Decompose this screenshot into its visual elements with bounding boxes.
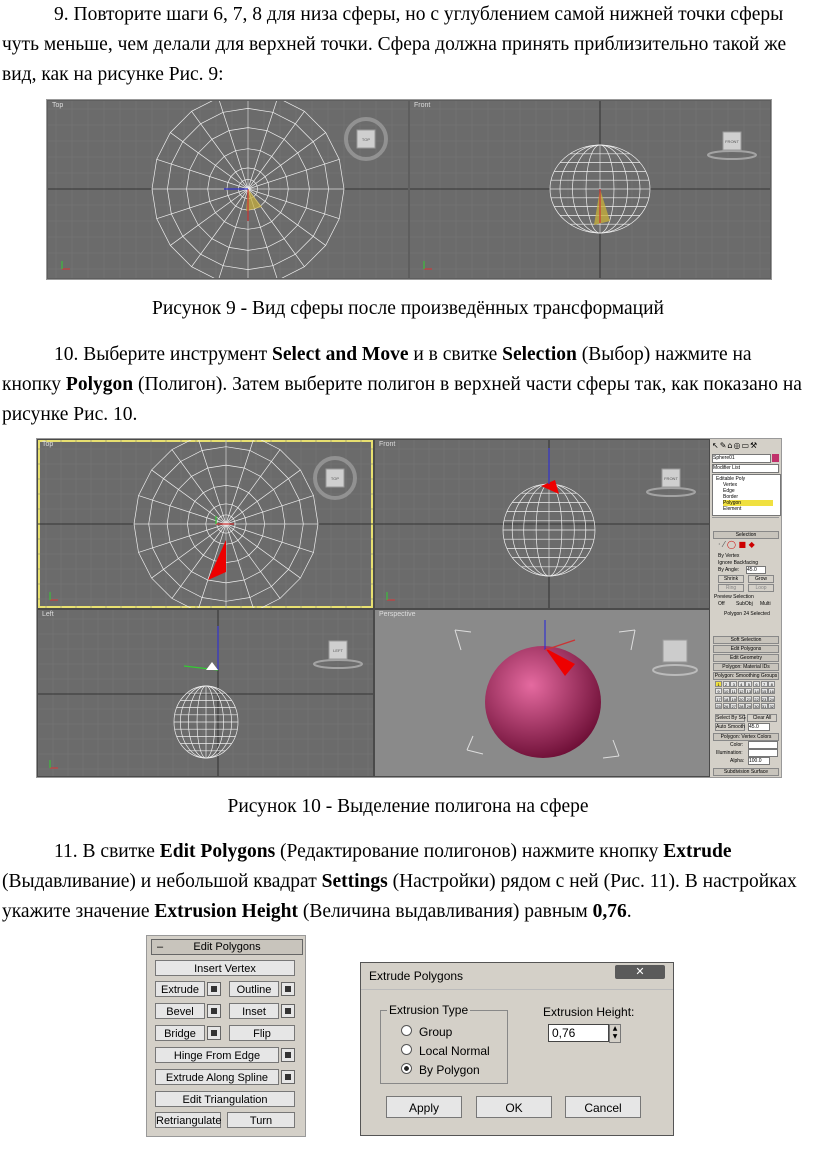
top-view-drawing — [38, 440, 373, 608]
viewport-label: Front — [379, 441, 396, 448]
bevel-settings-button[interactable] — [207, 1004, 221, 1018]
outline-button[interactable]: Outline — [229, 981, 279, 997]
smoothing-group-button[interactable]: 6 — [753, 681, 760, 687]
step11-text: (Редактирование полигонов) нажмите кнопку — [275, 841, 664, 862]
shrink-button[interactable]: Shrink — [718, 575, 744, 583]
step9-text: Повторите шаги 6, 7, 8 для низа сферы, но с углублением самой нижней точки сферы чуть меньше, чем делали для верхней точки. Сфера должна принять приблизительно такой же вид, как на рисунке Рис. 9: — [2, 4, 787, 85]
color-swatch[interactable] — [748, 741, 778, 749]
ignore-backfacing-checkbox[interactable]: Ignore Backfacing — [718, 560, 759, 566]
bridge-settings-button[interactable] — [207, 1026, 221, 1040]
step10-text: (Выбор) нажмите на кнопку — [2, 344, 752, 395]
selection-count: Polygon 24 Selected — [724, 611, 770, 617]
stack-item-selected[interactable]: Polygon — [723, 500, 773, 506]
step10-bold: Polygon — [65, 374, 134, 395]
modifier-stack — [712, 474, 781, 516]
smoothing-group-button[interactable]: 31 — [761, 704, 767, 710]
step9-number: 9. — [54, 4, 69, 25]
left-view-drawing — [38, 610, 373, 776]
object-color-swatch[interactable] — [772, 454, 779, 462]
smoothing-group-button[interactable]: 29 — [746, 704, 752, 710]
step10-text: Выберите инструмент — [83, 344, 273, 365]
smoothing-group-button[interactable]: 2 — [723, 681, 730, 687]
selection-rollout-header[interactable]: Selection — [713, 531, 779, 539]
svg-text:LEFT: LEFT — [333, 648, 343, 653]
step11-text: (Выдавливание) и небольшой квадрат — [2, 871, 322, 892]
viewport-label: Top — [42, 441, 54, 448]
step11-paragraph — [2, 837, 814, 927]
material-ids-rollout[interactable]: Polygon: Material IDs — [713, 663, 779, 671]
step11-bold: Extrude — [663, 841, 732, 862]
illumination-label: Illumination: — [716, 750, 743, 756]
radio-empty-icon — [401, 1044, 412, 1055]
extrusion-type-group — [380, 1003, 508, 1084]
hierarchy-icon[interactable]: ⌂ — [727, 441, 734, 450]
extrude-settings-button[interactable] — [207, 982, 221, 996]
figure10-caption: Рисунок 10 - Выделение полигона на сфере — [227, 796, 589, 817]
smoothing-group-button[interactable]: 4 — [738, 681, 745, 687]
smoothing-group-button[interactable]: 27 — [731, 704, 736, 710]
edit-polygons-header[interactable] — [151, 939, 303, 955]
subdivision-rollout[interactable]: Subdivision Surface — [713, 768, 779, 776]
spinner-up-icon[interactable]: ▲ — [612, 1025, 618, 1032]
extrusion-height-spinner[interactable] — [609, 1024, 621, 1043]
edit-polygons-rollout[interactable]: Edit Polygons — [713, 645, 779, 653]
smoothing-group-button[interactable]: 19 — [731, 696, 736, 702]
viewport-label: Top — [52, 102, 64, 109]
smoothing-group-button[interactable]: 25 — [716, 704, 721, 710]
radio-label: By Polygon — [419, 1063, 480, 1077]
step11-number: 11. — [54, 841, 78, 862]
smoothing-group-button[interactable]: 7 — [761, 681, 768, 687]
edge-mode-icon[interactable]: ⁄ — [723, 540, 725, 549]
step11-text: (Величина выдавливания) равным — [297, 901, 593, 922]
extrusion-height-label: Extrusion Height: — [543, 1005, 635, 1019]
smoothing-group-button[interactable]: 24 — [769, 696, 774, 702]
extrude-polygons-dialog — [360, 962, 674, 1136]
smoothing-group-button[interactable]: 11 — [731, 689, 736, 695]
preview-off-radio[interactable]: Off — [718, 601, 725, 607]
smoothing-group-button[interactable]: 15 — [761, 689, 767, 695]
stack-item[interactable]: Editable Poly — [716, 476, 746, 482]
preview-multi-radio[interactable]: Multi — [760, 601, 771, 607]
hinge-settings-button[interactable] — [281, 1048, 295, 1062]
smoothing-group-button[interactable]: 22 — [754, 696, 759, 702]
outline-settings-button[interactable] — [281, 982, 295, 996]
turn-button[interactable]: Turn — [227, 1112, 295, 1128]
step11-text: В свитке — [82, 841, 160, 862]
cursor-icon[interactable]: ↖ — [712, 441, 720, 450]
smoothing-group-button[interactable]: 14 — [754, 689, 759, 695]
illumination-swatch[interactable] — [748, 749, 778, 757]
object-name-field[interactable]: Sphere01 — [712, 454, 771, 463]
extrude-button[interactable]: Extrude — [155, 981, 205, 997]
by-polygon-radio[interactable] — [401, 1063, 480, 1077]
smoothing-group-button[interactable]: 30 — [754, 704, 759, 710]
apply-button[interactable]: Apply — [386, 1096, 462, 1118]
svg-text:TOP: TOP — [330, 476, 340, 481]
edit-triangulation-button[interactable]: Edit Triangulation — [155, 1091, 295, 1107]
local-normal-radio[interactable] — [401, 1044, 490, 1058]
dialog-title: Extrude Polygons — [369, 969, 464, 983]
figure9-top-viewport — [48, 101, 408, 278]
color-label: Color: — [730, 742, 744, 748]
alpha-label: Alpha: — [730, 758, 745, 764]
step11-bold: Edit Polygons — [159, 841, 276, 862]
stack-item[interactable]: Element — [723, 506, 742, 512]
command-panel — [710, 439, 781, 777]
motion-icon[interactable]: ◎ — [733, 441, 742, 450]
figure9-front-viewport — [410, 101, 770, 278]
insert-vertex-button[interactable]: Insert Vertex — [155, 960, 295, 976]
loop-button[interactable]: Loop — [748, 584, 774, 592]
alpha-value[interactable]: 100.0 — [748, 757, 770, 765]
perspective-view-drawing — [375, 610, 709, 776]
figure10-perspective-viewport — [375, 610, 709, 776]
smoothing-group-button[interactable]: 16 — [769, 689, 774, 695]
figure10-front-viewport — [375, 440, 709, 608]
smoothing-group-button[interactable]: 3 — [730, 681, 737, 687]
by-angle-checkbox[interactable]: By Angle: — [718, 567, 740, 573]
flip-button[interactable]: Flip — [229, 1025, 295, 1041]
step11-text: . — [626, 901, 632, 922]
modify-icon[interactable]: ✎ — [719, 441, 728, 450]
smoothing-group-button[interactable]: 8 — [768, 681, 775, 687]
stack-item[interactable]: Vertex — [723, 482, 738, 488]
step11-bold: 0,76 — [592, 901, 627, 922]
smoothing-group-button[interactable]: 28 — [739, 704, 744, 710]
edit-geometry-rollout[interactable]: Edit Geometry — [713, 654, 779, 662]
inset-settings-button[interactable] — [281, 1004, 295, 1018]
radio-empty-icon — [401, 1025, 412, 1036]
step10-number: 10. — [54, 344, 79, 365]
preview-selection-label: Preview Selection — [714, 594, 754, 600]
extrude-along-spline-button[interactable]: Extrude Along Spline — [155, 1069, 279, 1085]
step10-bold: Select and Move — [272, 344, 409, 365]
clear-all-button[interactable]: Clear All — [747, 714, 777, 722]
stack-item[interactable]: Border — [723, 494, 739, 500]
stack-item[interactable]: Edge — [723, 488, 735, 494]
collapse-icon[interactable]: – — [157, 941, 164, 953]
viewport-label: Left — [42, 611, 54, 618]
by-vertex-checkbox[interactable]: By Vertex — [718, 553, 740, 559]
top-view-sphere-drawing — [48, 101, 408, 278]
smoothing-group-button[interactable]: 26 — [723, 704, 729, 710]
soft-selection-rollout[interactable]: Soft Selection — [713, 636, 779, 644]
hinge-from-edge-button[interactable]: Hinge From Edge — [155, 1047, 279, 1063]
smoothing-group-button[interactable]: 21 — [746, 696, 752, 702]
close-icon: ✕ — [635, 965, 645, 978]
inset-button[interactable]: Inset — [229, 1003, 279, 1019]
smoothing-group-button[interactable]: 20 — [739, 696, 744, 702]
edit-polygons-panel — [146, 935, 306, 1137]
step11-bold: Settings — [321, 871, 388, 892]
smoothing-groups-rollout[interactable]: Polygon: Smoothing Groups — [714, 673, 778, 679]
vertex-mode-icon[interactable]: · — [718, 540, 721, 549]
viewport-label: Perspective — [379, 611, 416, 618]
smoothing-group-button[interactable]: 1 — [715, 681, 722, 687]
step11-bold: Extrusion Height — [154, 901, 298, 922]
svg-text:FRONT: FRONT — [664, 476, 678, 481]
modifier-list-dropdown[interactable]: Modifier List — [712, 464, 779, 473]
stack-buttons-row — [712, 517, 779, 526]
smoothing-group-button[interactable]: 32 — [769, 704, 774, 710]
radio-label: Local Normal — [419, 1044, 490, 1058]
grow-button[interactable]: Grow — [748, 575, 774, 583]
utilities-icon[interactable]: ⚒ — [750, 441, 759, 450]
panel-tab-icons — [712, 441, 779, 451]
spinner-down-icon[interactable]: ▼ — [612, 1033, 618, 1040]
ok-button[interactable]: OK — [476, 1096, 552, 1118]
radio-label: Group — [419, 1025, 453, 1039]
select-by-sg-button[interactable]: Select By SG — [716, 715, 746, 721]
dialog-titlebar — [361, 963, 673, 990]
step11-text: (Настройки) рядом с ней (Рис. 11). В настройках укажите значение — [2, 871, 797, 922]
smoothing-group-button[interactable]: 12 — [739, 689, 744, 695]
step10-text: и в свитке — [408, 344, 503, 365]
front-view-sphere-drawing — [410, 101, 770, 278]
figure10-image — [36, 438, 782, 778]
border-mode-icon[interactable]: ◯ — [726, 540, 736, 549]
cancel-button[interactable]: Cancel — [565, 1096, 641, 1118]
close-button[interactable] — [615, 965, 665, 979]
extrude-spline-settings-button[interactable] — [281, 1070, 295, 1084]
group-radio[interactable] — [401, 1025, 452, 1039]
bevel-button[interactable]: Bevel — [155, 1003, 205, 1019]
by-angle-value[interactable]: 45.0 — [746, 566, 766, 574]
subobject-icons — [718, 540, 755, 549]
figure10-left-viewport — [38, 610, 373, 776]
svg-text:TOP: TOP — [361, 137, 371, 142]
auto-smooth-button[interactable]: Auto Smooth — [716, 724, 745, 730]
figure9-image — [46, 99, 772, 280]
vertex-colors-rollout[interactable]: Polygon: Vertex Colors — [713, 733, 779, 741]
figure10-top-viewport — [38, 440, 373, 608]
display-icon[interactable]: ▭ — [741, 441, 751, 450]
step10-text: (Полигон). Затем выберите полигон в верхней части сферы так, как показано на рисунке Рис. 10. — [2, 374, 802, 425]
radio-selected-icon — [401, 1063, 412, 1074]
bridge-button[interactable]: Bridge — [155, 1025, 205, 1041]
viewport-label: Front — [414, 102, 431, 109]
smoothing-group-button[interactable]: 9 — [715, 688, 722, 694]
ring-button[interactable]: Ring — [718, 584, 744, 592]
smoothing-group-button[interactable]: 13 — [746, 689, 752, 695]
extrusion-type-label: Extrusion Type — [389, 1003, 469, 1017]
figure9-caption: Рисунок 9 - Вид сферы после произведённых трансформаций — [152, 298, 664, 319]
rollout-title: Edit Polygons — [193, 941, 261, 953]
step10-bold: Selection — [502, 344, 577, 365]
preview-subobj-radio[interactable]: SubObj — [736, 601, 753, 607]
smoothing-group-button[interactable]: 5 — [745, 681, 752, 687]
element-mode-icon[interactable]: ◆ — [748, 540, 755, 549]
polygon-mode-icon[interactable]: ■ — [738, 540, 747, 549]
front-view-drawing — [375, 440, 709, 608]
step9-paragraph — [2, 0, 814, 90]
extrusion-height-input[interactable]: 0,76 — [548, 1024, 609, 1042]
retriangulate-button[interactable]: Retriangulate — [155, 1112, 221, 1128]
svg-text:FRONT: FRONT — [725, 139, 739, 144]
auto-smooth-value[interactable]: 45.0 — [748, 723, 770, 731]
smoothing-group-button[interactable]: 17 — [716, 696, 721, 702]
smoothing-group-button[interactable]: 18 — [723, 696, 729, 702]
smoothing-group-button[interactable]: 10 — [723, 689, 729, 695]
smoothing-group-button[interactable]: 23 — [761, 696, 767, 702]
step10-paragraph — [2, 340, 814, 430]
smoothing-group-grid — [715, 681, 777, 711]
